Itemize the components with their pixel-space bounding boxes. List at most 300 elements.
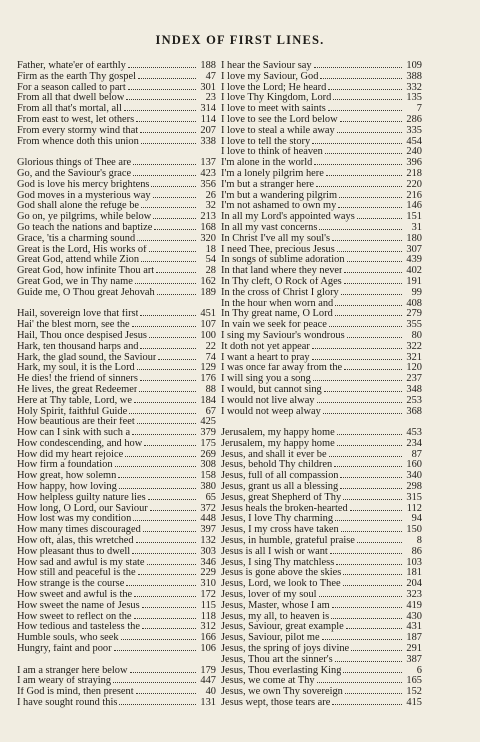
index-entry bbox=[17, 567, 216, 578]
index-entry bbox=[17, 427, 216, 438]
hymn-number: 387 bbox=[406, 653, 422, 665]
dot-leader bbox=[333, 92, 402, 100]
dot-leader bbox=[136, 535, 196, 543]
index-entry bbox=[221, 276, 422, 287]
hymn-number: 447 bbox=[200, 675, 216, 687]
hymn-number: 301 bbox=[200, 81, 216, 93]
first-line-text: I'm but a wandering pilgrim bbox=[221, 190, 338, 201]
first-line-text: Jerusalem, my happy home bbox=[221, 438, 335, 449]
hymn-number: 368 bbox=[406, 405, 422, 417]
index-entry bbox=[17, 481, 216, 492]
index-entry bbox=[221, 697, 422, 708]
index-entry bbox=[17, 287, 216, 298]
index-entry bbox=[221, 136, 422, 147]
index-entry bbox=[17, 470, 216, 481]
dot-leader bbox=[344, 276, 402, 284]
dot-leader bbox=[156, 265, 196, 273]
hymn-number: 131 bbox=[200, 697, 216, 709]
index-entry bbox=[17, 362, 216, 373]
first-line-text: How sweet the name of Jesus bbox=[17, 600, 140, 611]
hymn-number: 175 bbox=[200, 437, 216, 449]
first-line-text: In vain we seek for peace bbox=[221, 320, 327, 331]
dot-leader bbox=[322, 632, 402, 640]
first-line-text: Father, whate'er of earthly bbox=[17, 61, 126, 71]
index-entry bbox=[221, 567, 422, 578]
hymn-number: 88 bbox=[205, 383, 216, 395]
hymn-number: 74 bbox=[205, 351, 216, 363]
hymn-number: 181 bbox=[406, 567, 422, 579]
dot-leader bbox=[332, 697, 402, 705]
first-line-text: In the cross of Christ I glory bbox=[221, 287, 339, 298]
dot-leader bbox=[343, 567, 402, 575]
right-column bbox=[221, 60, 422, 708]
index-entry bbox=[17, 276, 216, 287]
dot-leader bbox=[340, 114, 402, 122]
hymn-number: 32 bbox=[205, 200, 216, 212]
first-line-text: Hark, ten thousand harps and bbox=[17, 341, 139, 352]
first-line-text: Grace, 'tis a charming sound bbox=[17, 233, 136, 244]
index-entry bbox=[17, 513, 216, 524]
dot-leader bbox=[140, 373, 196, 381]
first-line-text: In the hour when worn and bbox=[221, 298, 334, 309]
dot-leader bbox=[154, 222, 196, 230]
dot-leader bbox=[134, 611, 196, 619]
group-spacer bbox=[17, 298, 216, 309]
index-entry bbox=[17, 168, 216, 179]
first-line-text: How can I sink with such a bbox=[17, 428, 131, 439]
index-entry bbox=[221, 373, 422, 384]
hymn-number: 158 bbox=[200, 470, 216, 482]
dot-leader bbox=[134, 395, 196, 403]
first-line-text: I was once far away from the bbox=[221, 363, 343, 374]
index-entry bbox=[221, 362, 422, 373]
index-entry bbox=[17, 179, 216, 190]
hymn-number: 269 bbox=[200, 448, 216, 460]
dot-leader bbox=[134, 589, 196, 597]
dot-leader bbox=[334, 459, 402, 467]
index-entry bbox=[221, 481, 422, 492]
first-line-text: God shall alone the refuge be bbox=[17, 201, 140, 212]
first-line-text: In Christ I've all my soul's bbox=[221, 233, 331, 244]
hymn-number: 137 bbox=[200, 157, 216, 169]
hymn-number: 103 bbox=[406, 556, 422, 568]
first-line-text: Hail, Thou once despised Jesus bbox=[17, 330, 147, 341]
dot-leader bbox=[357, 535, 402, 543]
index-entry bbox=[17, 492, 216, 503]
hymn-number: 176 bbox=[200, 373, 216, 385]
hymn-number: 423 bbox=[200, 167, 216, 179]
index-entry bbox=[17, 611, 216, 622]
index-entry bbox=[17, 319, 216, 330]
hymn-number: 310 bbox=[200, 578, 216, 590]
hymn-number: 162 bbox=[200, 275, 216, 287]
dot-leader bbox=[340, 470, 402, 478]
hymn-number: 380 bbox=[200, 481, 216, 493]
hymn-number: 7 bbox=[416, 103, 422, 115]
hymn-number: 220 bbox=[406, 178, 422, 190]
dot-leader bbox=[144, 438, 196, 446]
hymn-number: 8 bbox=[416, 535, 422, 547]
hymn-number: 425 bbox=[200, 416, 216, 428]
hymn-number: 439 bbox=[406, 254, 422, 266]
hymn-number: 396 bbox=[406, 157, 422, 169]
hymn-number: 234 bbox=[406, 437, 422, 449]
first-line-text: From whence doth this union bbox=[17, 136, 139, 147]
first-line-text: God is love his mercy brightens bbox=[17, 179, 150, 190]
first-line-text: Jesus, and shall it ever be bbox=[221, 449, 327, 460]
first-line-text: If God is mind, then present bbox=[17, 687, 134, 698]
hymn-number: 151 bbox=[406, 211, 422, 223]
hymn-number: 47 bbox=[205, 70, 216, 82]
index-entry bbox=[221, 114, 422, 125]
index-entry bbox=[17, 557, 216, 568]
dot-leader bbox=[335, 298, 402, 306]
dot-leader bbox=[143, 524, 196, 532]
index-entry bbox=[221, 492, 422, 503]
dot-leader bbox=[351, 643, 402, 651]
hymn-number: 379 bbox=[200, 427, 216, 439]
index-entry bbox=[221, 341, 422, 352]
first-line-text: I will sing you a song bbox=[221, 374, 311, 385]
group-spacer bbox=[221, 416, 422, 427]
hymn-number: 431 bbox=[406, 621, 422, 633]
index-entry bbox=[17, 384, 216, 395]
hymn-number: 67 bbox=[205, 405, 216, 417]
dot-leader bbox=[338, 200, 402, 208]
hymn-number: 189 bbox=[200, 286, 216, 298]
index-entry bbox=[221, 265, 422, 276]
index-entry bbox=[17, 373, 216, 384]
dot-leader bbox=[325, 146, 402, 154]
index-entry bbox=[17, 190, 216, 201]
hymn-number: 415 bbox=[406, 697, 422, 709]
index-entry bbox=[221, 578, 422, 589]
first-line-text: God moves in a mysterious way bbox=[17, 190, 151, 201]
index-entry bbox=[221, 233, 422, 244]
hymn-number: 312 bbox=[200, 621, 216, 633]
hymn-number: 179 bbox=[200, 664, 216, 676]
first-line-text: I love to steal a while away bbox=[221, 125, 335, 136]
first-line-text: Jesus, my all, to heaven is bbox=[221, 611, 330, 622]
index-entry bbox=[221, 71, 422, 82]
index-entry bbox=[221, 524, 422, 535]
hymn-number: 419 bbox=[406, 599, 422, 611]
dot-leader bbox=[139, 384, 196, 392]
first-line-text: Jesus, Thou everlasting King bbox=[221, 665, 342, 676]
dot-leader bbox=[341, 524, 402, 532]
hymn-number: 150 bbox=[406, 524, 422, 536]
dot-leader bbox=[347, 254, 402, 262]
dot-leader bbox=[115, 459, 196, 467]
dot-leader bbox=[137, 416, 196, 424]
index-entry bbox=[17, 459, 216, 470]
dot-leader bbox=[125, 449, 196, 457]
hymn-number: 115 bbox=[200, 599, 216, 611]
dot-leader bbox=[332, 233, 402, 241]
dot-leader bbox=[141, 200, 196, 208]
dot-leader bbox=[312, 341, 402, 349]
index-entry bbox=[17, 524, 216, 535]
index-entry bbox=[17, 697, 216, 708]
index-entry bbox=[17, 395, 216, 406]
dot-leader bbox=[329, 449, 402, 457]
hymn-number: 430 bbox=[406, 610, 422, 622]
dot-leader bbox=[119, 481, 196, 489]
dot-leader bbox=[343, 665, 402, 673]
first-line-text: From all that dwell below bbox=[17, 93, 125, 104]
index-entry bbox=[17, 244, 216, 255]
dot-leader bbox=[132, 319, 196, 327]
first-line-text: I have sought round this bbox=[17, 698, 118, 709]
dot-leader bbox=[130, 665, 197, 673]
first-line-text: I would, but cannot sing bbox=[221, 384, 322, 395]
dot-leader bbox=[148, 492, 196, 500]
first-line-text: In that land where they never bbox=[221, 266, 343, 277]
dot-leader bbox=[337, 125, 402, 133]
dot-leader bbox=[319, 222, 402, 230]
first-line-text: How sweet and awful is the bbox=[17, 590, 133, 601]
dot-leader bbox=[332, 600, 402, 608]
index-entry bbox=[221, 546, 422, 557]
index-entry bbox=[221, 654, 422, 665]
dot-leader bbox=[324, 384, 402, 392]
dot-leader bbox=[141, 136, 196, 144]
hymn-number: 165 bbox=[406, 675, 422, 687]
hymn-number: 335 bbox=[406, 124, 422, 136]
first-line-text: I love Thy Kingdom, Lord bbox=[221, 93, 332, 104]
hymn-number: 453 bbox=[406, 427, 422, 439]
dot-leader bbox=[330, 546, 402, 554]
dot-leader bbox=[133, 513, 196, 521]
hymn-number: 94 bbox=[411, 513, 422, 525]
dot-leader bbox=[313, 373, 402, 381]
dot-leader bbox=[328, 103, 402, 111]
first-line-text: Jesus, I sing Thy matchless bbox=[221, 557, 335, 568]
index-entry bbox=[17, 71, 216, 82]
dot-leader bbox=[142, 600, 196, 608]
hymn-number: 372 bbox=[200, 502, 216, 514]
index-entry bbox=[17, 265, 216, 276]
hymn-number: 31 bbox=[411, 221, 422, 233]
dot-leader bbox=[132, 427, 196, 435]
dot-leader bbox=[153, 211, 196, 219]
index-entry bbox=[17, 416, 216, 427]
index-entry bbox=[17, 222, 216, 233]
index-entry bbox=[221, 589, 422, 600]
dot-leader bbox=[314, 157, 402, 165]
first-line-text: Here at Thy table, Lord, we bbox=[17, 395, 132, 406]
index-entry bbox=[221, 222, 422, 233]
dot-leader bbox=[335, 513, 402, 521]
first-line-text: Jesus, great Shepherd of Thy bbox=[221, 492, 342, 503]
dot-leader bbox=[150, 503, 196, 511]
dot-leader bbox=[133, 157, 196, 165]
index-entry bbox=[221, 82, 422, 93]
hymn-number: 6 bbox=[416, 664, 422, 676]
hymn-number: 146 bbox=[406, 200, 422, 212]
dot-leader bbox=[347, 330, 402, 338]
first-line-text: I love the Lord; He heard bbox=[221, 82, 327, 93]
first-line-text: Hungry, faint and poor bbox=[17, 644, 112, 655]
index-entry bbox=[221, 352, 422, 363]
index-entry bbox=[221, 665, 422, 676]
dot-leader bbox=[326, 168, 402, 176]
index-entry bbox=[17, 406, 216, 417]
first-line-text: How helpless guilty nature lies bbox=[17, 492, 146, 503]
hymn-number: 99 bbox=[411, 286, 422, 298]
dot-leader bbox=[344, 265, 402, 273]
page-title: INDEX OF FIRST LINES. bbox=[155, 33, 325, 47]
first-line-text: I love to see the Lord below bbox=[221, 114, 338, 125]
hymn-number: 303 bbox=[200, 545, 216, 557]
index-entry bbox=[17, 535, 216, 546]
dot-leader bbox=[118, 470, 196, 478]
hymn-number: 346 bbox=[200, 556, 216, 568]
hymn-number: 348 bbox=[406, 383, 422, 395]
first-line-text: In Thy great name, O Lord bbox=[221, 309, 333, 320]
group-spacer bbox=[17, 146, 216, 157]
hymn-number: 340 bbox=[406, 470, 422, 482]
first-line-text: He dies! the friend of sinners bbox=[17, 374, 138, 385]
dot-leader bbox=[319, 589, 402, 597]
index-entry bbox=[17, 438, 216, 449]
first-line-text: Hail, sovereign love that first bbox=[17, 309, 139, 320]
index-entry bbox=[17, 686, 216, 697]
dot-leader bbox=[141, 254, 196, 262]
dot-leader bbox=[323, 406, 402, 414]
first-line-text: How lost was my condition bbox=[17, 514, 132, 525]
index-entry bbox=[221, 503, 422, 514]
first-line-text: How strange is the course bbox=[17, 579, 125, 590]
hymn-number: 356 bbox=[200, 178, 216, 190]
index-entry bbox=[17, 254, 216, 265]
first-line-text: For a season called to part bbox=[17, 82, 126, 93]
index-entry bbox=[221, 200, 422, 211]
index-entry bbox=[221, 168, 422, 179]
dot-leader bbox=[320, 71, 402, 79]
index-entry bbox=[221, 330, 422, 341]
dot-leader bbox=[337, 438, 402, 446]
hymn-number: 314 bbox=[200, 103, 216, 115]
dot-leader bbox=[128, 82, 196, 90]
group-spacer bbox=[17, 654, 216, 665]
index-entry bbox=[17, 503, 216, 514]
first-line-text: Jesus, Master, whose I am bbox=[221, 600, 330, 611]
hymn-number: 135 bbox=[406, 92, 422, 104]
hymn-number: 152 bbox=[406, 686, 422, 698]
hymn-number: 279 bbox=[406, 308, 422, 320]
dot-leader bbox=[340, 481, 402, 489]
index-entry bbox=[221, 92, 422, 103]
first-line-text: I am weary of straying bbox=[17, 676, 112, 687]
first-line-text: Holy Spirit, faithful Guide bbox=[17, 406, 128, 417]
hymn-number: 129 bbox=[200, 362, 216, 374]
hymn-number: 168 bbox=[200, 221, 216, 233]
hymn-number: 216 bbox=[406, 189, 422, 201]
first-line-text: In all my Lord's appointed ways bbox=[221, 212, 355, 223]
dot-leader bbox=[140, 125, 196, 133]
index-entry bbox=[17, 449, 216, 460]
hymn-number: 23 bbox=[205, 92, 216, 104]
index-entry bbox=[221, 470, 422, 481]
hymn-number: 132 bbox=[200, 535, 216, 547]
dot-leader bbox=[113, 675, 196, 683]
first-line-text: I hear the Saviour say bbox=[221, 61, 312, 71]
hymn-number: 322 bbox=[406, 340, 422, 352]
first-line-text: Go, and the Saviour's grace bbox=[17, 168, 132, 179]
hymn-number: 87 bbox=[411, 448, 422, 460]
index-entry bbox=[221, 557, 422, 568]
hymn-number: 448 bbox=[200, 513, 216, 525]
first-line-text: From all that's mortal, all bbox=[17, 104, 122, 115]
hymn-number: 191 bbox=[406, 275, 422, 287]
first-line-text: Jesus, Thou art the sinner's bbox=[221, 654, 333, 665]
index-entry bbox=[17, 352, 216, 363]
first-line-text: How many times discouraged bbox=[17, 525, 141, 536]
index-entry bbox=[17, 330, 216, 341]
hymn-number: 355 bbox=[406, 319, 422, 331]
hymn-number: 229 bbox=[200, 567, 216, 579]
index-entry bbox=[17, 211, 216, 222]
hymn-number: 213 bbox=[200, 211, 216, 223]
dot-leader bbox=[157, 287, 196, 295]
first-line-text: Jesus, the spring of joys divine bbox=[221, 644, 350, 655]
first-line-text: Jesus, in humble, grateful praise bbox=[221, 536, 355, 547]
index-entry bbox=[221, 103, 422, 114]
hymn-number: 408 bbox=[406, 297, 422, 309]
first-line-text: I'm but a stranger here bbox=[221, 179, 315, 190]
hymn-number: 109 bbox=[406, 60, 422, 71]
index-entry bbox=[17, 665, 216, 676]
dot-leader bbox=[140, 341, 196, 349]
first-line-text: I love to think of heaven bbox=[221, 147, 323, 158]
index-entry bbox=[221, 244, 422, 255]
index-entry bbox=[17, 233, 216, 244]
hymn-number: 160 bbox=[406, 459, 422, 471]
dot-leader bbox=[346, 621, 402, 629]
index-entry bbox=[221, 675, 422, 686]
hymn-number: 451 bbox=[200, 308, 216, 320]
dot-leader bbox=[114, 643, 196, 651]
first-line-text: How great, how solemn bbox=[17, 471, 117, 482]
dot-leader bbox=[142, 621, 196, 629]
index-entry bbox=[221, 190, 422, 201]
index-entry bbox=[221, 535, 422, 546]
index-entry bbox=[221, 157, 422, 168]
hymn-number: 308 bbox=[200, 459, 216, 471]
hymn-number: 240 bbox=[406, 146, 422, 158]
first-line-text: How did my heart rejoice bbox=[17, 449, 124, 460]
first-line-text: I'm alone in the world bbox=[221, 158, 313, 169]
dot-leader bbox=[337, 244, 402, 252]
first-line-text: How long, O Lord, our Saviour bbox=[17, 503, 148, 514]
first-line-text: Jesus, Saviour, pilot me bbox=[221, 633, 320, 644]
hymn-number: 65 bbox=[205, 491, 216, 503]
dot-leader bbox=[149, 244, 196, 252]
first-line-text: I want a heart to pray bbox=[221, 352, 310, 363]
hymn-number: 338 bbox=[200, 135, 216, 147]
index-entry bbox=[221, 600, 422, 611]
dot-leader bbox=[312, 352, 402, 360]
first-line-text: Jesus, behold Thy children bbox=[221, 460, 333, 471]
first-line-text: I need Thee, precious Jesus bbox=[221, 244, 335, 255]
hymn-number: 402 bbox=[406, 265, 422, 277]
dot-leader bbox=[344, 362, 402, 370]
first-line-text: In songs of sublime adoration bbox=[221, 255, 345, 266]
hymn-number: 18 bbox=[205, 243, 216, 255]
dot-leader bbox=[129, 406, 196, 414]
dot-leader bbox=[158, 352, 196, 360]
